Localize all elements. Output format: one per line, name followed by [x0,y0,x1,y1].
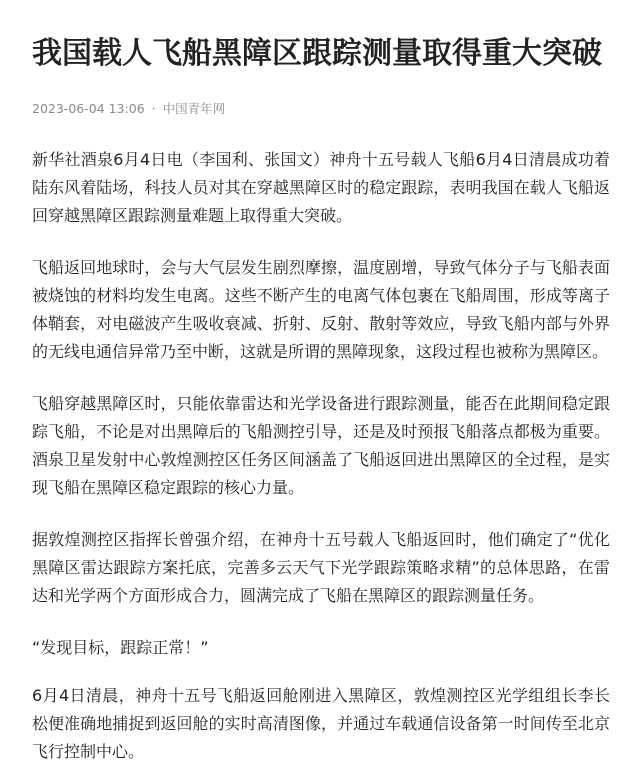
paragraph-1: 新华社酒泉6月4日电（李国利、张国文）神舟十五号载人飞船6月4日清晨成功着陆东风着陆场，科技人员对其在穿越黑障区时的稳定跟踪，表明我国在载人飞船返回穿越黑障区跟踪测量难题上取得重大突破。 [32,150,610,225]
paragraph-2: 飞船返回地球时，会与大气层发生剧烈摩擦，温度剧增，导致气体分子与飞船表面被烧蚀的材料均发生电离。这些不断产生的电离气体包裹在飞船周围，形成等离子体鞘套，对电磁波产生吸收衰减、折射、反射、散射等效应，导致飞船内部与外界的无线电通信异常乃至中断，这就是所谓的黑障现象，这段过程也被称为黑障区。 [32,258,610,361]
paragraph-3: 飞船穿越黑障区时，只能依靠雷达和光学设备进行跟踪测量，能否在此期间稳定跟踪飞船，不论是对出黑障后的飞船测控引导，还是及时预报飞船落点都极为重要。酒泉卫星发射中心敦煌测控区任务区间涵盖了飞船返回进出黑障区的全过程，是实现飞船在黑障区稳定跟踪的核心力量。 [32,394,610,497]
publish-date: 2023-06-04 13:06 [32,101,145,116]
article-body [32,146,610,766]
paragraph-quote: “发现目标，跟踪正常！” [32,638,209,657]
paragraph-6: 6月4日清晨，神舟十五号飞船返回舱刚进入黑障区，敦煌测控区光学组组长李长松便准确地捕捉到返回舱的实时高清图像，并通过车载通信设备第一时间传至北京飞行控制中心。 [32,686,610,761]
meta-separator: · [151,101,156,116]
paragraph-4: 据敦煌测控区指挥长曾强介绍，在神舟十五号载人飞船返回时，他们确定了“优化黑障区雷达跟踪方案托底，完善多云天气下光学跟踪策略求精”的总体思路，在雷达和光学两个方面形成合力，圆满完成了飞船在黑障区的跟踪测量任务。 [32,530,610,605]
source-name: 中国青年网 [162,101,226,116]
article-meta [32,100,610,118]
article-title: 我国载人飞船黑障区跟踪测量取得重大突破 [32,36,602,71]
